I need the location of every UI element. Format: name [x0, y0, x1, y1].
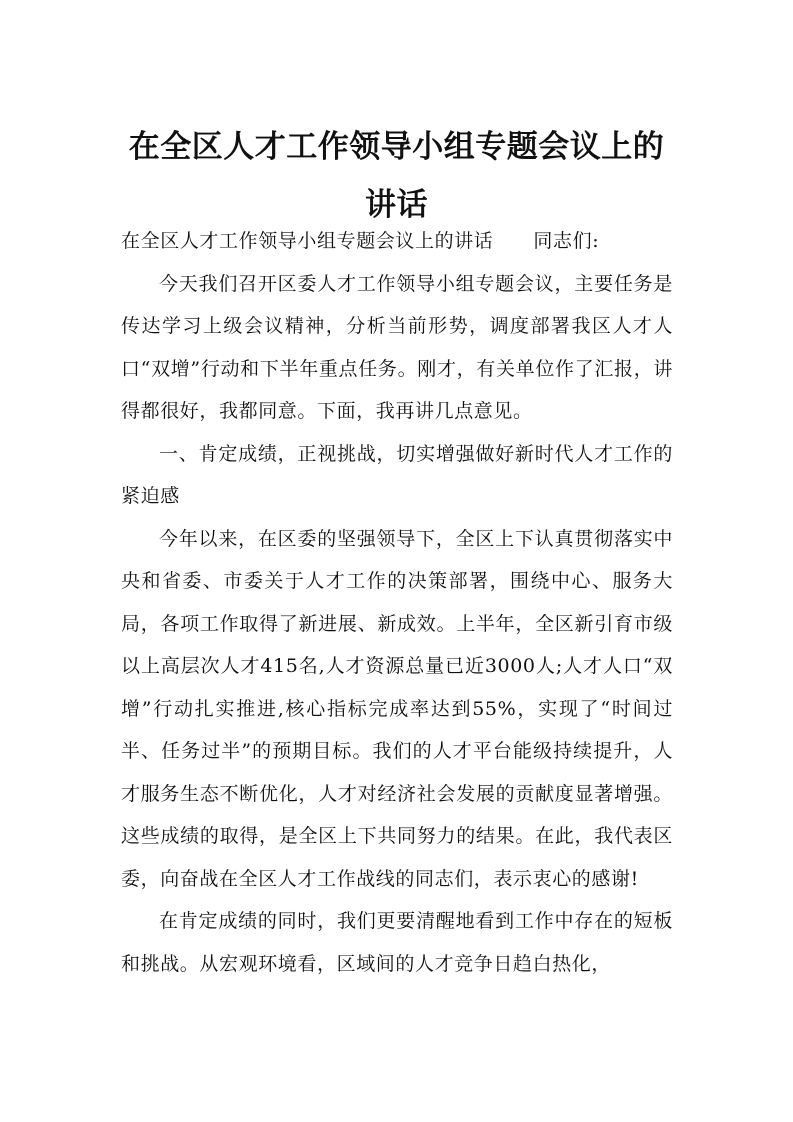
paragraph-achievements: 今年以来，在区委的坚强领导下，全区上下认真贯彻落实中央和省委、市委关于人才工作的决策部署，围绕中心、服务大局，各项工作取得了新进展、新成效。上半年，全区新引育市级以上高层次人才415名,人才资源总量已近3000人;人才人口“双增”行动扎实推进,核心指标完成率达到55%，实现了“时间过半、任务过半”的预期目标。我们的人才平台能级持续提升，人才服务生态不断优化，人才对经济社会发展的贡献度显著增强。这些成绩的取得，是全区上下共同努力的结果。在此，我代表区委，向奋战在全区人才工作战线的同志们，表示衷心的感谢! [121, 527, 673, 890]
lead-text: 在全区人才工作领导小组专题会议上的讲话 [121, 230, 494, 252]
paragraph-challenges: 在肯定成绩的同时，我们更要清醒地看到工作中存在的短板和挑战。从宏观环境看，区域间的人才竞争日趋白热化， [121, 910, 673, 975]
document-title: 在全区人才工作领导小组专题会议上的讲话 [128, 129, 665, 223]
paragraph-opening: 今天我们召开区委人才工作领导小组专题会议，主要任务是传达学习上级会议精神，分析当前形势，调度部署我区人才人口“双增”行动和下半年重点任务。刚才，有关单位作了汇报，讲得都很好，我都同意。下面，我再讲几点意见。 [121, 272, 673, 422]
section-heading-1: 一、肯定成绩，正视挑战，切实增强做好新时代人才工作的紧迫感 [121, 442, 673, 507]
salutation: 同志们: [533, 230, 600, 252]
lead-line [121, 220, 673, 263]
document-body [121, 220, 673, 985]
